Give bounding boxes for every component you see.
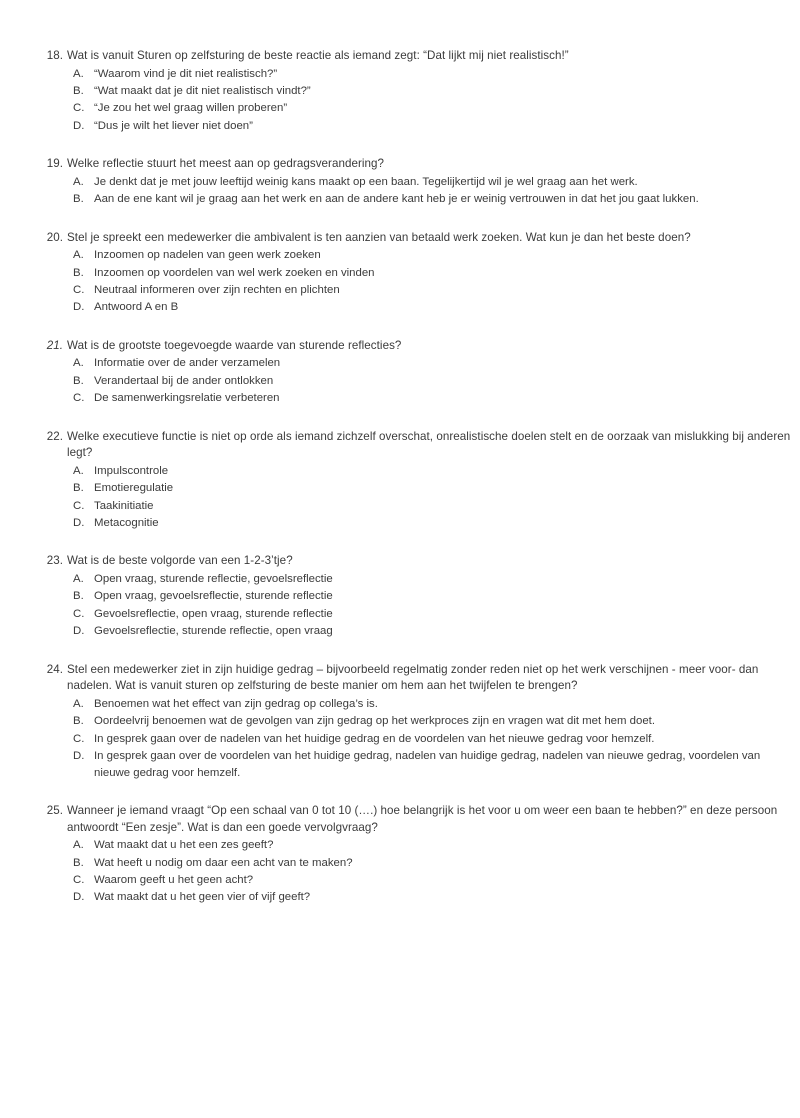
question-text: Stel je spreekt een medewerker die ambivalent is ten aanzien van betaald werk zoeken. Wat kun je dan het beste doen? <box>67 230 691 244</box>
answer-option-list <box>42 463 793 532</box>
answer-option[interactable] <box>42 855 793 871</box>
answer-option-text: Gevoelsreflectie, open vraag, sturende reflectie <box>94 607 333 620</box>
question-stem <box>42 803 793 836</box>
question-text: Welke executieve functie is niet op orde als iemand zichzelf overschat, onrealistische doelen stelt en de oorzaak van mislukking bij anderen legt? <box>67 429 791 460</box>
answer-option-text: Oordeelvrij benoemen wat de gevolgen van zijn gedrag op het werkproces zijn en vragen wat dit met hem doet. <box>94 715 655 728</box>
answer-option[interactable] <box>42 174 793 190</box>
question-stem <box>42 338 793 355</box>
answer-option-letter: B. <box>73 85 84 97</box>
answer-option-letter: B. <box>73 715 84 728</box>
answer-option[interactable] <box>42 480 793 496</box>
answer-option[interactable] <box>42 606 793 622</box>
question-number: 24. <box>46 662 63 676</box>
question-text: Wat is de beste volgorde van een 1-2-3’tje? <box>67 554 293 568</box>
answer-option-letter: A. <box>73 249 84 262</box>
answer-option-list <box>42 355 793 406</box>
answer-option-letter: B. <box>73 856 84 869</box>
question-stem <box>42 662 793 695</box>
answer-option-text: In gesprek gaan over de nadelen van het huidige gedrag en de voordelen van het nieuwe gedrag voor hemzelf. <box>94 732 655 745</box>
answer-option[interactable] <box>42 100 793 116</box>
answer-option-list <box>42 247 793 316</box>
answer-option-text: Informatie over de ander verzamelen <box>94 357 281 370</box>
question-number: 18. <box>46 49 63 62</box>
answer-option[interactable] <box>42 515 793 531</box>
answer-option-letter: D. <box>73 517 85 530</box>
answer-option[interactable] <box>42 355 793 371</box>
question-block <box>42 803 793 906</box>
answer-option-text: Open vraag, sturende reflectie, gevoelsreflectie <box>94 573 333 586</box>
question-block <box>42 662 793 781</box>
answer-option[interactable] <box>42 463 793 479</box>
answer-option[interactable] <box>42 373 793 389</box>
answer-option[interactable] <box>42 498 793 514</box>
answer-option-list <box>42 837 793 906</box>
question-number: 19. <box>46 157 63 171</box>
answer-option-letter: C. <box>73 732 85 745</box>
answer-option-text: Wat maakt dat u het geen vier of vijf geeft? <box>94 891 311 904</box>
answer-option[interactable] <box>42 83 793 99</box>
answer-option-text: Wat maakt dat u het een zes geeft? <box>94 839 274 852</box>
question-list <box>42 48 793 906</box>
answer-option-text: Metacognitie <box>94 517 159 530</box>
answer-option-text: Inzoomen op voordelen van wel werk zoeken en vinden <box>94 266 375 279</box>
question-stem <box>42 553 793 570</box>
answer-option-text: “Wat maakt dat je dit niet realistisch vindt?” <box>94 85 311 97</box>
answer-option[interactable] <box>42 889 793 905</box>
question-number: 20. <box>46 230 63 244</box>
question-block <box>42 429 793 532</box>
question-number: 25. <box>46 803 63 817</box>
answer-option-letter: B. <box>73 482 84 495</box>
answer-option-letter: C. <box>73 607 85 620</box>
answer-option[interactable] <box>42 623 793 639</box>
question-block <box>42 48 793 134</box>
answer-option[interactable] <box>42 731 793 747</box>
answer-option[interactable] <box>42 265 793 281</box>
answer-option-letter: C. <box>73 102 85 115</box>
answer-option[interactable] <box>42 588 793 604</box>
answer-option-letter: B. <box>73 590 84 603</box>
question-stem <box>42 230 793 247</box>
answer-option-list <box>42 571 793 640</box>
answer-option-text: Taakinitiatie <box>94 499 154 512</box>
question-text: Wat is vanuit Sturen op zelfsturing de beste reactie als iemand zegt: “Dat lijkt mij niet realistisch!” <box>67 49 569 62</box>
answer-option-list <box>42 66 793 135</box>
answer-option[interactable] <box>42 118 793 134</box>
answer-option-text: “Je zou het wel graag willen proberen” <box>94 102 288 115</box>
answer-option[interactable] <box>42 713 793 729</box>
answer-option-list <box>42 174 793 208</box>
answer-option[interactable] <box>42 748 793 781</box>
answer-option-letter: B. <box>73 266 84 279</box>
answer-option-letter: C. <box>73 284 85 297</box>
answer-option-letter: B. <box>73 193 84 206</box>
answer-option-text: Aan de ene kant wil je graag aan het werk en aan de andere kant heb je er weinig vertrouwen in dat het jou gaat lukken. <box>94 193 699 206</box>
answer-option-letter: C. <box>73 499 85 512</box>
answer-option-letter: D. <box>73 891 85 904</box>
answer-option-text: “Waarom vind je dit niet realistisch?” <box>94 67 278 80</box>
question-number: 22. <box>46 429 63 443</box>
answer-option-text: Antwoord A en B <box>94 301 179 314</box>
answer-option-letter: C. <box>73 392 85 405</box>
answer-option-text: Neutraal informeren over zijn rechten en plichten <box>94 284 340 297</box>
question-number: 23. <box>46 554 63 568</box>
answer-option-letter: D. <box>73 625 85 638</box>
question-stem <box>42 48 793 65</box>
answer-option-text: Waarom geeft u het geen acht? <box>94 873 254 886</box>
question-text: Stel een medewerker ziet in zijn huidige gedrag – bijvoorbeeld regelmatig zonder reden niet op het werk verschijnen - meer voor- dan nadelen. Wat is vanuit sturen op zelfsturing de beste manier om hem aan het twijfelen te brengen? <box>67 662 759 693</box>
answer-option-letter: D. <box>73 301 85 314</box>
question-text: Wanneer je iemand vraagt “Op een schaal van 0 tot 10 (….) hoe belangrijk is het voor u om weer een baan te hebben?” en deze persoon antwoordt “Een zesje”. Wat is dan een goede vervolgvraag? <box>67 803 778 834</box>
answer-option-text: In gesprek gaan over de voordelen van het huidige gedrag, nadelen van huidige gedrag, nadelen van nieuwe gedrag, voordelen van nieuwe gedrag voor hemzelf. <box>94 750 761 779</box>
answer-option-text: Wat heeft u nodig om daar een acht van te maken? <box>94 856 353 869</box>
answer-option-letter: A. <box>73 67 84 80</box>
answer-option-text: Verandertaal bij de ander ontlokken <box>94 374 274 387</box>
answer-option[interactable] <box>42 872 793 888</box>
answer-option-text: Benoemen wat het effect van zijn gedrag op collega’s is. <box>94 697 378 710</box>
answer-option-letter: A. <box>73 357 84 370</box>
answer-option[interactable] <box>42 696 793 712</box>
answer-option-text: Gevoelsreflectie, sturende reflectie, open vraag <box>94 625 333 638</box>
answer-option-letter: A. <box>73 839 84 852</box>
question-number: 21. <box>46 338 63 352</box>
answer-option[interactable] <box>42 299 793 315</box>
question-block <box>42 338 793 407</box>
question-text: Wat is de grootste toegevoegde waarde van sturende reflecties? <box>67 338 402 352</box>
answer-option-letter: A. <box>73 697 84 710</box>
answer-option-letter: A. <box>73 175 84 188</box>
answer-option-letter: B. <box>73 374 84 387</box>
answer-option[interactable] <box>42 837 793 853</box>
question-block <box>42 230 793 316</box>
answer-option-text: De samenwerkingsrelatie verbeteren <box>94 392 280 405</box>
answer-option[interactable] <box>42 282 793 298</box>
answer-option[interactable] <box>42 390 793 406</box>
answer-option-text: “Dus je wilt het liever niet doen” <box>94 119 253 132</box>
answer-option[interactable] <box>42 66 793 82</box>
question-block <box>42 553 793 639</box>
answer-option[interactable] <box>42 191 793 207</box>
answer-option[interactable] <box>42 571 793 587</box>
answer-option-text: Impulscontrole <box>94 464 169 477</box>
question-block <box>42 156 793 207</box>
answer-option-letter: A. <box>73 573 84 586</box>
question-stem <box>42 156 793 173</box>
answer-option-letter: A. <box>73 464 84 477</box>
answer-option-text: Open vraag, gevoelsreflectie, sturende reflectie <box>94 590 333 603</box>
answer-option-text: Emotieregulatie <box>94 482 174 495</box>
answer-option-list <box>42 696 793 781</box>
answer-option-text: Inzoomen op nadelen van geen werk zoeken <box>94 249 321 262</box>
answer-option-letter: D. <box>73 119 85 132</box>
answer-option-letter: D. <box>73 750 85 763</box>
question-stem <box>42 429 793 462</box>
answer-option-letter: C. <box>73 873 85 886</box>
answer-option-text: Je denkt dat je met jouw leeftijd weinig kans maakt op een baan. Tegelijkertijd wil je wel graag aan het werk. <box>94 175 638 188</box>
answer-option[interactable] <box>42 247 793 263</box>
question-text: Welke reflectie stuurt het meest aan op gedragsverandering? <box>67 157 385 171</box>
